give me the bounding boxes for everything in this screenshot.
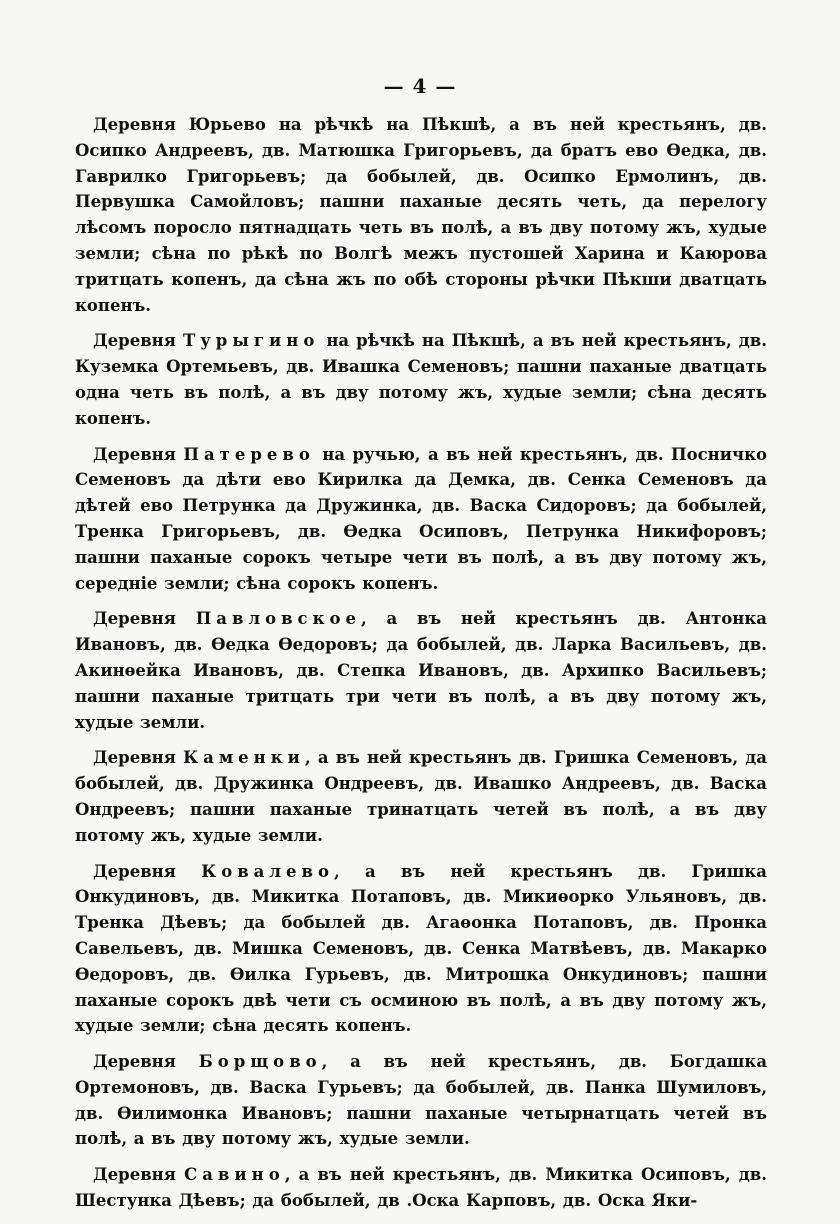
village-entry-paragraph <box>75 859 767 1040</box>
village-entry-paragraph <box>75 1049 767 1152</box>
entry-lead-word: Деревня <box>93 444 184 464</box>
village-name: Каменки <box>183 748 305 768</box>
entry-lead-word: Деревня <box>93 115 189 134</box>
village-name: Юрьево <box>188 115 266 134</box>
entry-lead-word: Деревня <box>93 609 196 629</box>
entry-text: , а въ ней крестьянъ, дв. Богдашка Ортемоновъ, дв. Васка Гурьевъ; да бобылей, дв. Панка Шумиловъ, дв. Ѳилимонка Ивановъ; пашни паханые четырнатцать четей въ полѣ, а въ дву потому жъ, худые земли. <box>75 1052 768 1149</box>
entry-lead-word: Деревня <box>93 861 202 881</box>
village-entry-paragraph <box>75 328 767 431</box>
page-number: — 4 — <box>383 74 457 98</box>
entry-lead-word: Деревня <box>93 748 184 768</box>
village-name: Павловское <box>195 609 362 629</box>
entry-text: , а въ ней крестьянъ дв. Гришка Семеновъ, да бобылей, дв. Дружинка Ондреевъ, дв. Ивашко Андреевъ, дв. Васка Ондреевъ; пашни паханые тринатцать четей въ полѣ, а въ дву потому жъ, худые земли. <box>75 748 767 845</box>
entry-lead-word: Деревня <box>93 331 183 351</box>
village-name: Ковалево <box>201 861 334 881</box>
village-entry-paragraph <box>75 442 767 597</box>
entry-text: на рѣчкѣ на Пѣкшѣ, а въ ней крестьянъ, дв. Куземка Ортемьевъ, дв. Ивашка Семеновъ; пашни паханые дватцать одна четь въ полѣ, а въ дву потому жъ, худые земли; сѣна десять копенъ. <box>75 331 767 428</box>
entry-text: , а въ ней крестьянъ, дв. Микитка Осиповъ, дв. Шестунка Дѣевъ; да бобылей, дв .Оска Карповъ, дв. Оска Яки- <box>75 1165 767 1211</box>
village-name: Борщово <box>198 1052 322 1072</box>
village-name: Турыгино <box>182 331 320 351</box>
village-name: Патерево <box>183 444 315 464</box>
village-entry-paragraph <box>75 745 767 848</box>
entry-lead-word: Деревня <box>93 1165 185 1185</box>
entry-text: , а въ ней крестьянъ дв. Гришка Онкудиновъ, дв. Микитка Потаповъ, дв. Микиѳорко Ульяновъ, дв. Тренка Дѣевъ; да бобылей дв. Агаѳонка Потаповъ, дв. Пронка Савельевъ, дв. Мишка Семеновъ, дв. Сенка Матвѣевъ, дв. Макарко Ѳедоровъ, дв. Ѳилка Гурьевъ, дв. Митрошка Онкудиновъ; пашни паханые сорокъ двѣ чети съ осминою въ полѣ, а въ дву потому жъ, худые земли; сѣна десять копенъ. <box>75 861 767 1036</box>
entry-text: на ручью, а въ ней крестьянъ, дв. Посничко Семеновъ да дѣти ево Кирилка да Демка, дв. Сенка Семеновъ да дѣтей ево Петрунка да Дружинка, дв. Васка Сидоровъ; да бобылей, Тренка Григорьевъ, дв. Ѳедка Осиповъ, Петрунка Никифоровъ; пашни паханые сорокъ четыре чети въ полѣ, а въ дву потому жъ, середніе земли; сѣна сорокъ копенъ. <box>75 444 767 593</box>
entry-lead-word: Деревня <box>93 1052 199 1072</box>
village-entry-paragraph <box>75 606 767 735</box>
village-entry-paragraph <box>75 112 767 318</box>
page-body-text <box>75 112 767 1224</box>
entry-text: , а въ ней крестьянъ дв. Антонка Ивановъ, дв. Ѳедка Ѳедоровъ; да бобылей, дв. Ларка Васильевъ, дв. Акинѳейка Ивановъ, дв. Степка Ивановъ, дв. Архипко Васильевъ; пашни паханые тритцать три чети въ полѣ, а въ дву потому жъ, худые земли. <box>75 609 767 732</box>
village-entry-paragraph <box>75 1162 767 1214</box>
entry-text: на рѣчкѣ на Пѣкшѣ, а въ ней крестьянъ, дв. Осипко Андреевъ, дв. Матюшка Григорьевъ, да братъ ево Ѳедка, дв. Гаврилко Григорьевъ; да бобылей, дв. Осипко Ермолинъ, дв. Первушка Самойловъ; пашни паханые десять четь, да перелогу лѣсомъ поросло пятнадцать четь въ полѣ, а въ дву потому жъ, худые земли; сѣна по рѣкѣ по Волгѣ межъ пустошей Харина и Каюрова тритцать копенъ, да сѣна жъ по обѣ стороны рѣчки Пѣкши дватцать копенъ. <box>75 115 767 315</box>
village-name: Савино <box>184 1165 285 1185</box>
